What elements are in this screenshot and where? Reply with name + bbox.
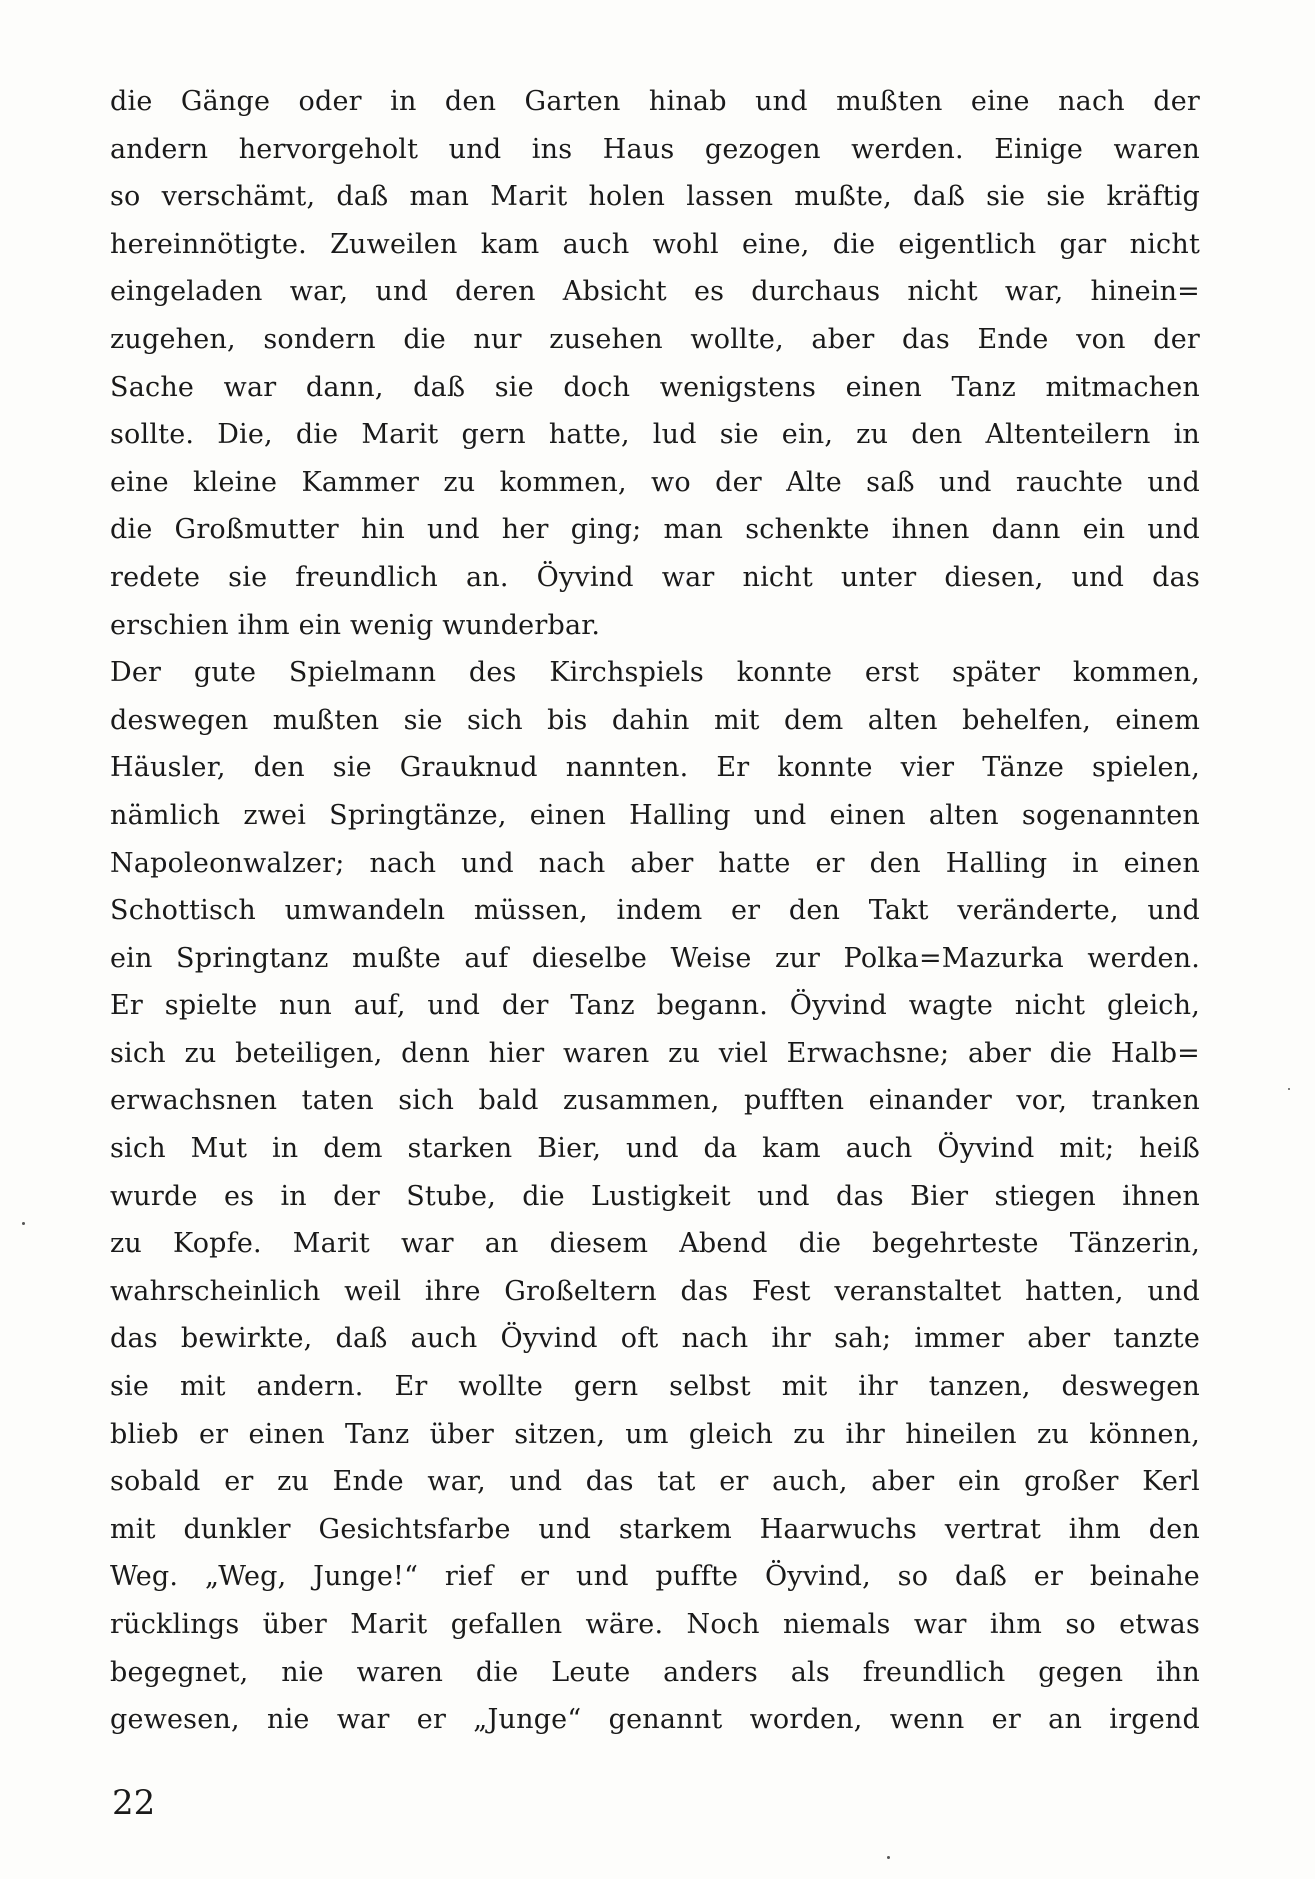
- text-line: zugehen, sondern die nur zusehen wollte, aber das Ende von der: [110, 323, 1200, 355]
- text-line: Sache war dann, daß sie doch wenigstens einen Tanz mitmachen: [110, 371, 1200, 403]
- scan-speck: [887, 1856, 890, 1859]
- text-line: deswegen mußten sie sich bis dahin mit dem alten behelfen, einem: [110, 704, 1200, 736]
- text-line: hereinnötigte. Zuweilen kam auch wohl eine, die eigentlich gar nicht: [110, 228, 1200, 260]
- text-line: Weg. „Weg, Junge!“ rief er und puffte Öyvind, so daß er beinahe: [110, 1561, 1200, 1593]
- text-line: sich zu beteiligen, denn hier waren zu viel Erwachsne; aber die Halb=: [110, 1037, 1200, 1069]
- page-number: 22: [112, 1783, 156, 1823]
- body-text: [110, 78, 1200, 1744]
- text-line: sich Mut in dem starken Bier, und da kam auch Öyvind mit; heiß: [110, 1133, 1200, 1165]
- scan-speck: [22, 1222, 25, 1225]
- text-line: Häusler, den sie Grauknud nannten. Er konnte vier Tänze spielen,: [110, 752, 1200, 784]
- text-line: so verschämt, daß man Marit holen lassen mußte, daß sie sie kräftig: [110, 181, 1200, 213]
- text-line: wahrscheinlich weil ihre Großeltern das Fest veranstaltet hatten, und: [110, 1275, 1200, 1307]
- text-line: die Großmutter hin und her ging; man schenkte ihnen dann ein und: [110, 514, 1200, 546]
- text-line: erwachsnen taten sich bald zusammen, pufften einander vor, tranken: [110, 1085, 1200, 1117]
- text-line: redete sie freundlich an. Öyvind war nicht unter diesen, und das: [110, 561, 1200, 593]
- text-line: andern hervorgeholt und ins Haus gezogen werden. Einige waren: [110, 133, 1200, 165]
- text-line: die Gänge oder in den Garten hinab und mußten eine nach der: [110, 86, 1200, 117]
- text-line: erschien ihm ein wenig wunderbar.: [110, 609, 601, 641]
- text-line: wurde es in der Stube, die Lustigkeit und das Bier stiegen ihnen: [110, 1180, 1200, 1212]
- text-line: Der gute Spielmann des Kirchspiels konnte erst später kommen,: [110, 657, 1200, 689]
- text-line: sobald er zu Ende war, und das tat er auch, aber ein großer Kerl: [110, 1466, 1200, 1498]
- text-line: eine kleine Kammer zu kommen, wo der Alte saß und rauchte und: [110, 466, 1200, 498]
- text-line: blieb er einen Tanz über sitzen, um gleich zu ihr hineilen zu können,: [110, 1418, 1200, 1450]
- text-line: eingeladen war, und deren Absicht es durchaus nicht war, hinein=: [110, 276, 1200, 308]
- text-line: rücklings über Marit gefallen wäre. Noch niemals war ihm so etwas: [110, 1609, 1200, 1640]
- text-line: gewesen, nie war er „Junge“ genannt worden, wenn er an irgend: [110, 1704, 1200, 1736]
- text-line: sie mit andern. Er wollte gern selbst mit ihr tanzen, deswegen: [110, 1371, 1200, 1403]
- text-line: Schottisch umwandeln müssen, indem er den Takt veränderte, und: [110, 895, 1200, 927]
- scan-speck: [1288, 1088, 1290, 1090]
- text-line: ein Springtanz mußte auf dieselbe Weise zur Polka=Mazurka werden.: [110, 942, 1200, 974]
- text-line: nämlich zwei Springtänze, einen Halling und einen alten sogenannten: [110, 799, 1200, 831]
- text-line: sollte. Die, die Marit gern hatte, lud sie ein, zu den Altenteilern in: [110, 419, 1200, 451]
- text-line: begegnet, nie waren die Leute anders als freundlich gegen ihn: [110, 1656, 1200, 1688]
- text-line: mit dunkler Gesichtsfarbe und starkem Haarwuchs vertrat ihm den: [110, 1513, 1200, 1545]
- text-line: das bewirkte, daß auch Öyvind oft nach ihr sah; immer aber tanzte: [110, 1323, 1200, 1355]
- text-line: zu Kopfe. Marit war an diesem Abend die begehrteste Tänzerin,: [110, 1228, 1200, 1260]
- text-line: Napoleonwalzer; nach und nach aber hatte er den Halling in einen: [110, 847, 1200, 879]
- text-line: Er spielte nun auf, und der Tanz begann. Öyvind wagte nicht gleich,: [110, 990, 1200, 1022]
